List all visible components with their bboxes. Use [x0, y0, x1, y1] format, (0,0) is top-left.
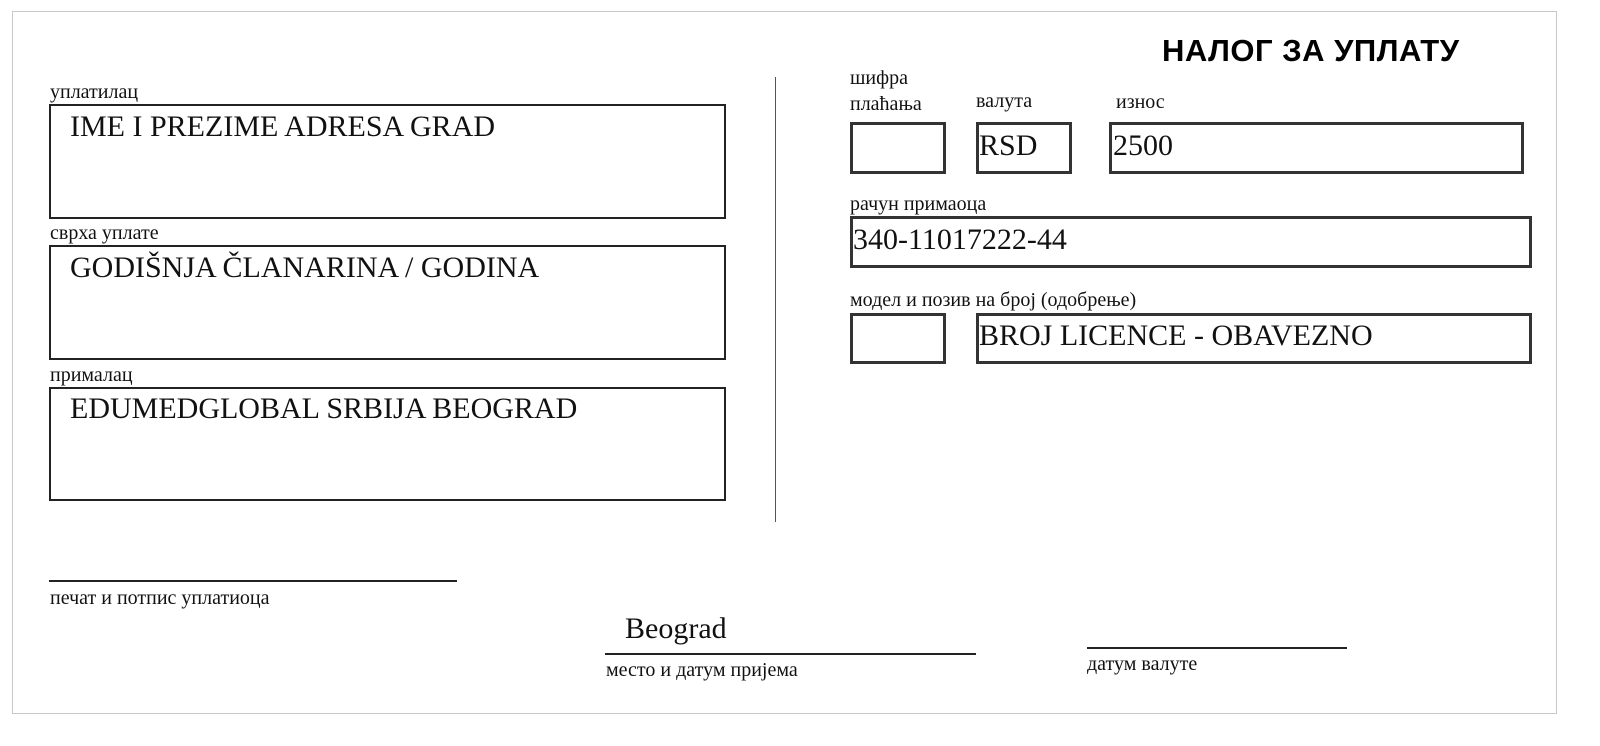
payer-label: уплатилац: [50, 81, 139, 103]
form-title: НАЛОГ ЗА УПЛАТУ: [1162, 33, 1460, 68]
recipient-label: прималац: [50, 364, 133, 386]
value-date-label: датум валуте: [1087, 653, 1198, 675]
currency-value: RSD: [979, 129, 1038, 162]
model-field[interactable]: [850, 313, 946, 364]
currency-label: валута: [976, 90, 1033, 112]
column-divider: [775, 77, 776, 522]
amount-label: износ: [1116, 91, 1165, 113]
place-value: Beograd: [625, 612, 727, 645]
purpose-value: GODIŠNJA ČLANARINA / GODINA: [70, 251, 540, 284]
account-label: рачун примаоца: [850, 193, 987, 215]
place-label: место и датум пријема: [606, 659, 798, 681]
place-line: [605, 653, 976, 655]
signature-line: [49, 580, 457, 582]
payer-value: IME I PREZIME ADRESA GRAD: [70, 110, 496, 143]
recipient-value: EDUMEDGLOBAL SRBIJA BEOGRAD: [70, 392, 578, 425]
payment-code-field[interactable]: [850, 122, 946, 174]
reference-value: BROJ LICENCE - OBAVEZNO: [979, 319, 1373, 352]
amount-value: 2500: [1113, 129, 1173, 162]
reference-label: модел и позив на број (одобрење): [850, 289, 1137, 311]
signature-label: печат и потпис уплатиоца: [50, 587, 270, 609]
value-date-line: [1087, 647, 1347, 649]
payment-code-label: шифра плаћања: [850, 67, 922, 115]
purpose-label: сврха уплате: [50, 222, 159, 244]
account-value: 340-11017222-44: [853, 223, 1067, 256]
